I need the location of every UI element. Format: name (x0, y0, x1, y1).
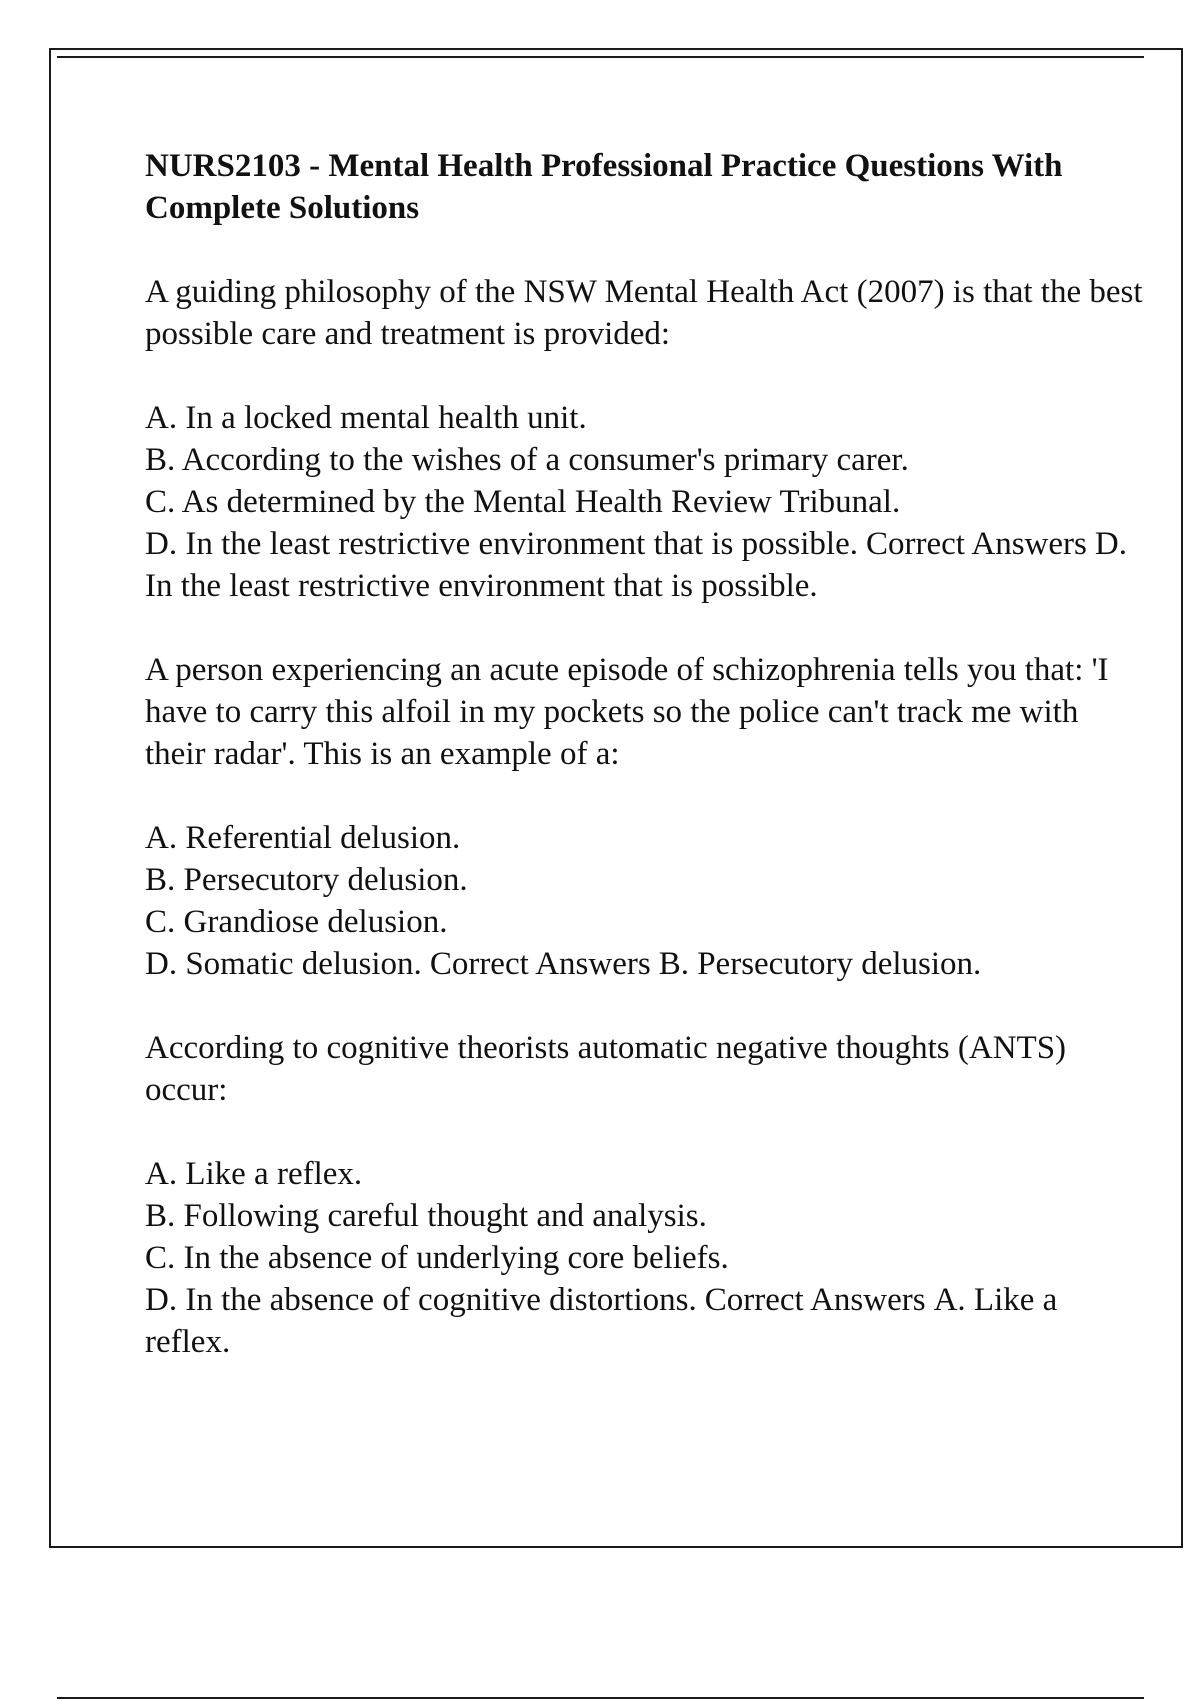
option-b: B. According to the wishes of a consumer's primary carer. (145, 442, 909, 478)
question-1 (145, 271, 1145, 607)
option-b: B. Persecutory delusion. (145, 862, 468, 898)
top-rule (57, 56, 1144, 58)
question-2 (145, 649, 1145, 985)
options-list (145, 817, 1145, 985)
option-d-with-answer (145, 1282, 1057, 1360)
correct-answers-label: Correct Answers (866, 526, 1087, 562)
option-a: A. In a locked mental health unit. (145, 400, 587, 436)
correct-answer: D. In the least restrictive environment that is possible. (145, 526, 1127, 604)
option-c: C. In the absence of underlying core beliefs. (145, 1240, 729, 1276)
correct-answer: A. Like a reflex. (145, 1282, 1058, 1360)
options-list (145, 397, 1145, 607)
document-body (145, 145, 1145, 1405)
option-d-with-answer (145, 526, 1127, 604)
option-d: D. In the least restrictive environment that is possible. (145, 526, 858, 562)
question-stem: A guiding philosophy of the NSW Mental Health Act (2007) is that the best possible care and treatment is provided: (145, 274, 1143, 352)
option-d: D. In the absence of cognitive distortions. (145, 1282, 697, 1318)
document-title: NURS2103 - Mental Health Professional Practice Questions With Complete Solutions (145, 148, 1063, 226)
question-stem: A person experiencing an acute episode of schizophrenia tells you that: 'I have to carry this alfoil in my pockets so the police can't track me with their radar'. This is an example of a: (145, 652, 1109, 772)
correct-answer: B. Persecutory delusion. (658, 946, 982, 982)
option-d: D. Somatic delusion. (145, 946, 422, 982)
bottom-rule (57, 1697, 1144, 1699)
option-c: C. As determined by the Mental Health Review Tribunal. (145, 484, 901, 520)
correct-answers-label: Correct Answers (429, 946, 651, 982)
option-c: C. Grandiose delusion. (145, 904, 448, 940)
question-3 (145, 1027, 1145, 1363)
option-a: A. Referential delusion. (145, 820, 461, 856)
option-b: B. Following careful thought and analysis. (145, 1198, 707, 1234)
options-list (145, 1153, 1145, 1363)
option-a: A. Like a reflex. (145, 1156, 363, 1192)
option-d-with-answer (145, 946, 981, 982)
correct-answers-label: Correct Answers (704, 1282, 926, 1318)
question-stem: According to cognitive theorists automatic negative thoughts (ANTS) occur: (145, 1030, 1067, 1108)
